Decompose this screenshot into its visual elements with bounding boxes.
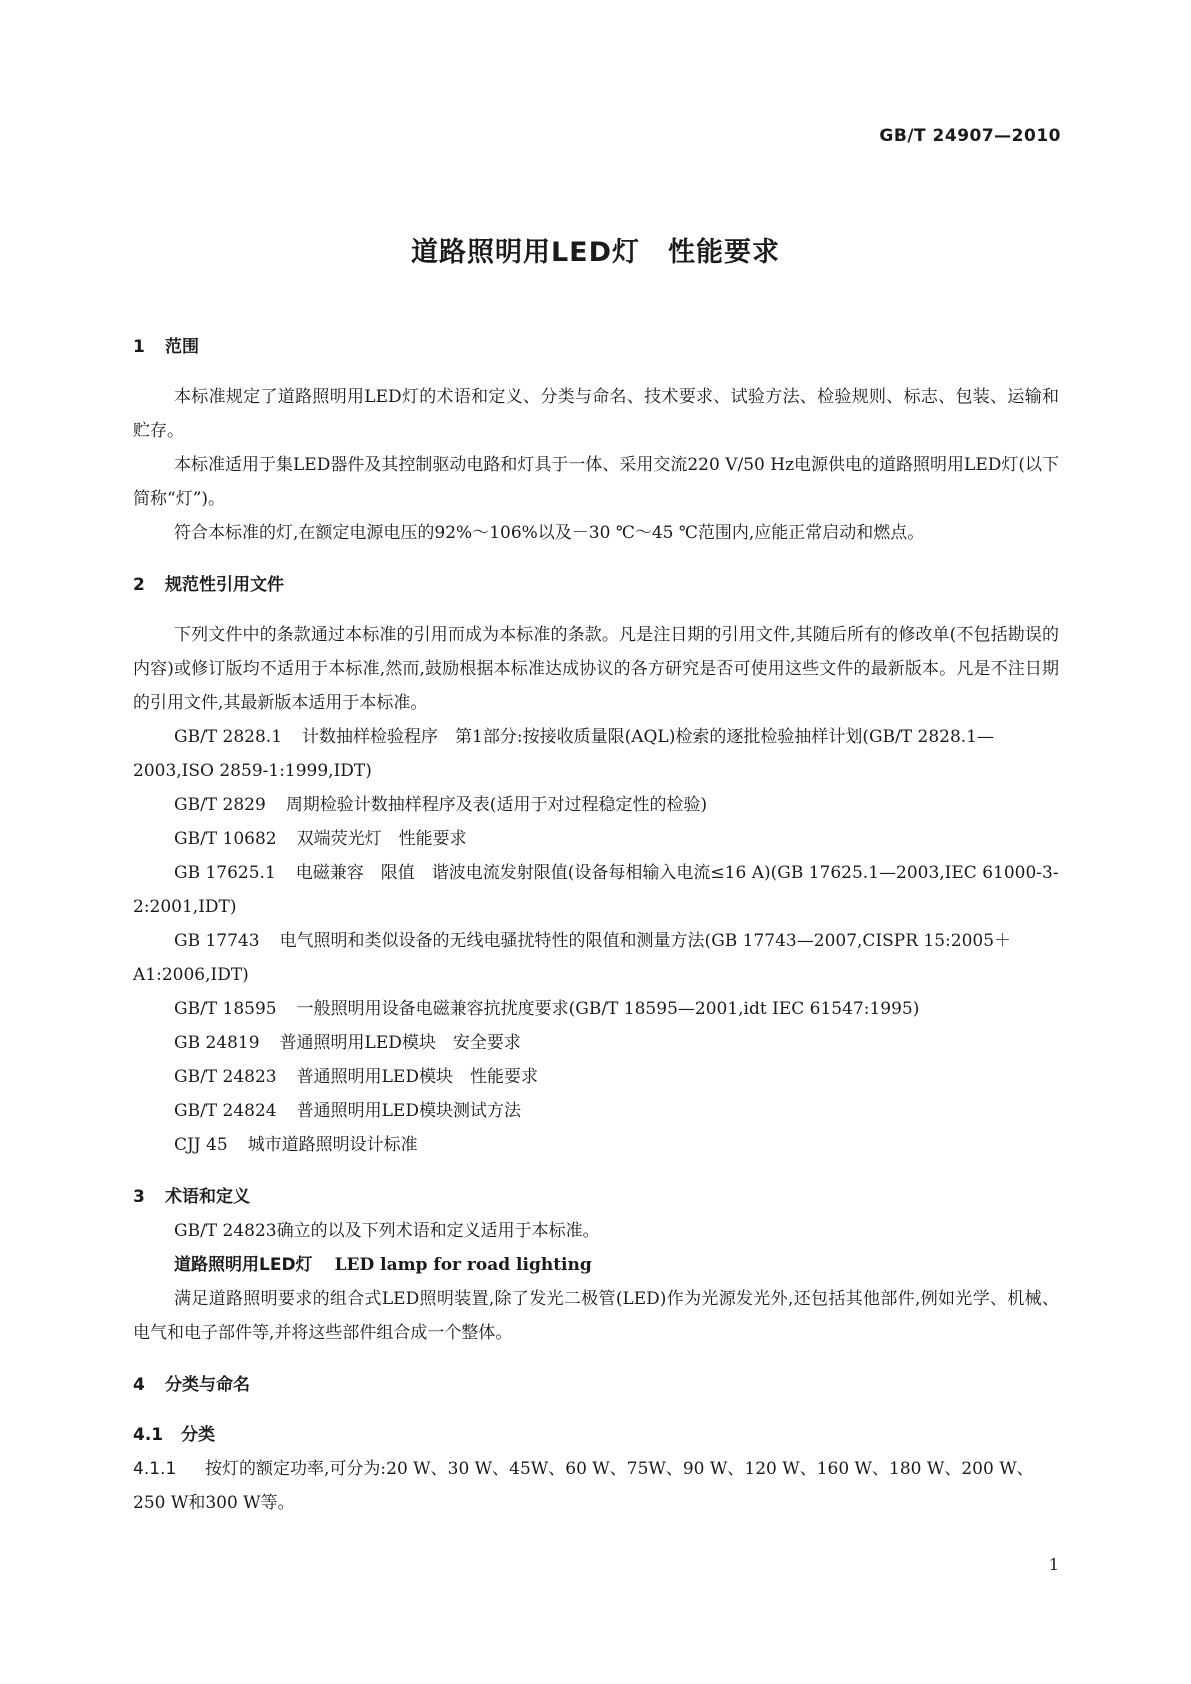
reference-item	[133, 992, 1059, 1026]
reference-title: 双端荧光灯 性能要求	[296, 829, 467, 849]
term-chinese: 道路照明用LED灯	[174, 1255, 313, 1275]
section-classification	[133, 1368, 1059, 1520]
reference-code: GB 17743	[174, 931, 260, 951]
document-body	[133, 330, 1059, 1538]
paragraph: 下列文件中的条款通过本标准的引用而成为本标准的条款。凡是注日期的引用文件,其随后所有的修改单(不包括勘误的内容)或修订版均不适用于本标准,然而,鼓励根据本标准达成协议的各方研究是否可使用这些文件的最新版本。凡是不注日期的引用文件,其最新版本适用于本标准。	[133, 625, 1059, 713]
section-number: 3	[133, 1187, 145, 1207]
reference-code: GB/T 24823	[174, 1067, 277, 1087]
reference-code: GB 17625.1	[174, 863, 276, 883]
section-scope	[133, 330, 1059, 550]
reference-code: GB 24819	[174, 1033, 260, 1053]
section-number: 4	[133, 1375, 145, 1395]
reference-title: 计数抽样检验程序 第1部分:按接收质量限(AQL)检索的逐批检验抽样计划(GB/T 2828.1—2003,ISO 2859-1:1999,IDT)	[133, 727, 994, 781]
subsection-number: 4.1	[133, 1425, 164, 1445]
reference-code: GB/T 2829	[174, 795, 266, 815]
standard-code: GB/T 24907—2010	[879, 126, 1061, 146]
reference-title: 电磁兼容 限值 谐波电流发射限值(设备每相输入电流≤16 A)(GB 17625.1—2003,IEC 61000-3-2:2001,IDT)	[133, 863, 1059, 917]
reference-item	[133, 856, 1059, 924]
reference-item	[133, 1128, 1059, 1162]
section-heading	[133, 568, 1059, 602]
reference-item	[133, 1060, 1059, 1094]
reference-item	[133, 788, 1059, 822]
section-normative-references	[133, 568, 1059, 1162]
reference-title: 一般照明用设备电磁兼容抗扰度要求(GB/T 18595—2001,idt IEC 61547:1995)	[296, 999, 920, 1019]
section-heading	[133, 330, 1059, 364]
reference-code: CJJ 45	[174, 1135, 228, 1155]
reference-item	[133, 720, 1059, 788]
paragraph: 本标准规定了道路照明用LED灯的术语和定义、分类与命名、技术要求、试验方法、检验规则、标志、包装、运输和贮存。	[133, 387, 1059, 441]
reference-code: GB/T 24824	[174, 1101, 277, 1121]
reference-item	[133, 924, 1059, 992]
reference-code: GB/T 10682	[174, 829, 277, 849]
section-heading	[133, 1368, 1059, 1402]
paragraph: GB/T 24823确立的以及下列术语和定义适用于本标准。	[174, 1221, 600, 1241]
section-title: 规范性引用文件	[165, 575, 284, 595]
reference-title: 普通照明用LED模块 安全要求	[279, 1033, 521, 1053]
reference-title: 普通照明用LED模块测试方法	[296, 1101, 521, 1121]
reference-title: 普通照明用LED模块 性能要求	[296, 1067, 538, 1087]
reference-title: 城市道路照明设计标准	[247, 1135, 418, 1155]
reference-item	[133, 822, 1059, 856]
paragraph: 符合本标准的灯,在额定电源电压的92%～106%以及－30 ℃～45 ℃范围内,应能正常启动和燃点。	[174, 523, 925, 543]
reference-title: 电气照明和类似设备的无线电骚扰特性的限值和测量方法(GB 17743—2007,CISPR 15:2005＋A1:2006,IDT)	[133, 931, 1012, 985]
section-number: 2	[133, 575, 145, 595]
clause-item	[133, 1452, 1059, 1520]
document-title: 道路照明用LED灯 性能要求	[410, 237, 781, 268]
term-english: LED lamp for road lighting	[334, 1255, 592, 1275]
section-number: 1	[133, 337, 145, 357]
reference-item	[133, 1094, 1059, 1128]
paragraph: 本标准适用于集LED器件及其控制驱动电路和灯具于一体、采用交流220 V/50 Hz电源供电的道路照明用LED灯(以下简称“灯”)。	[133, 455, 1059, 509]
reference-item	[133, 1026, 1059, 1060]
section-heading	[133, 1180, 1059, 1214]
reference-code: GB/T 18595	[174, 999, 277, 1019]
section-title: 分类与命名	[165, 1375, 250, 1395]
subsection-heading	[133, 1418, 1059, 1452]
page-number: 1	[1048, 1555, 1059, 1574]
clause-number: 4.1.1	[133, 1459, 177, 1479]
section-title: 范围	[165, 337, 199, 357]
clause-text: 按灯的额定功率,可分为:20 W、30 W、45W、60 W、75W、90 W、120 W、160 W、180 W、200 W、250 W和300 W等。	[133, 1459, 1034, 1513]
reference-title: 周期检验计数抽样程序及表(适用于对过程稳定性的检验)	[285, 795, 708, 815]
subsection-title: 分类	[181, 1425, 215, 1445]
section-terms-definitions	[133, 1180, 1059, 1350]
term-entry	[133, 1248, 1059, 1282]
reference-code: GB/T 2828.1	[174, 727, 283, 747]
section-title: 术语和定义	[165, 1187, 250, 1207]
term-definition: 满足道路照明要求的组合式LED照明装置,除了发光二极管(LED)作为光源发光外,还包括其他部件,例如光学、机械、电气和电子部件等,并将这些部件组合成一个整体。	[133, 1289, 1059, 1343]
